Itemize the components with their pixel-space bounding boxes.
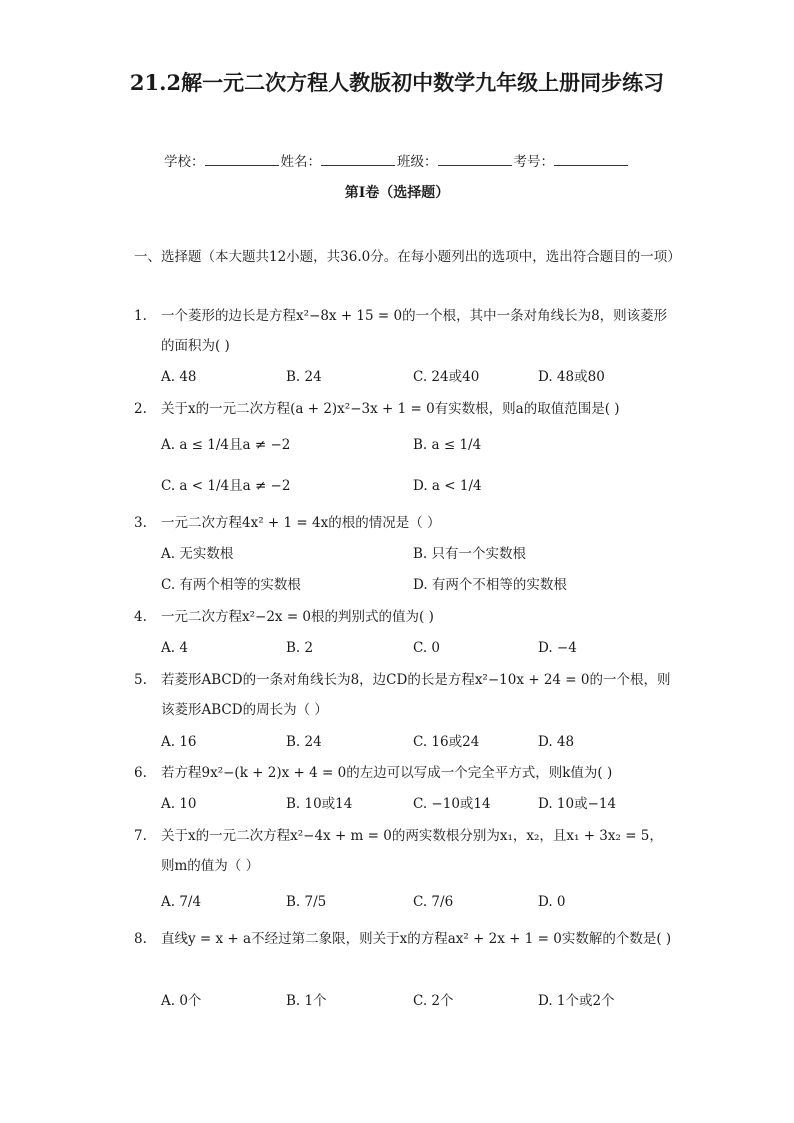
question-number: 6. <box>134 765 147 781</box>
options-q3-row1 <box>161 539 681 569</box>
name-label: 姓名： <box>280 154 321 170</box>
question-number: 8. <box>134 931 147 947</box>
option-a[interactable]: A. 48 <box>161 369 197 385</box>
question-stem: 关于x的一元二次方程(a + 2)x²−3x + 1 = 0有实数根，则a的取值范围是( ) <box>161 401 620 417</box>
number-label: 考号： <box>513 154 554 170</box>
option-a[interactable]: A. 16 <box>161 734 197 750</box>
options-q1 <box>161 362 681 392</box>
question-stem: 关于x的一元二次方程x²−4x + m = 0的两实数根分别为x₁，x₂，且x₁ + 3x₂ = 5，则m的值为（ ） <box>161 828 663 874</box>
question-stem: 若方程9x²−(k + 2)x + 4 = 0的左边可以写成一个完全平方式，则k值为( ) <box>161 765 613 781</box>
options-q7 <box>161 887 681 917</box>
option-b[interactable]: B. a ≤ 1/4 <box>413 437 482 453</box>
options-q2-row1 <box>161 430 681 460</box>
question-number: 3. <box>134 515 147 531</box>
school-blank[interactable] <box>205 153 279 166</box>
option-a[interactable]: A. 7/4 <box>161 894 202 910</box>
question-stem: 一个菱形的边长是方程x²−8x + 15 = 0的一个根，其中一条对角线长为8，则该菱形的面积为( ) <box>161 308 668 354</box>
question-1 <box>134 301 674 361</box>
question-8 <box>134 924 674 954</box>
option-b[interactable]: B. 24 <box>286 734 322 750</box>
option-a[interactable]: A. 10 <box>161 796 197 812</box>
class-blank[interactable] <box>438 153 512 166</box>
question-5 <box>134 665 674 725</box>
option-d[interactable]: D. 48或80 <box>538 369 605 385</box>
question-4 <box>134 602 674 632</box>
option-a[interactable]: A. 无实数根 <box>161 546 234 562</box>
question-number: 4. <box>134 609 147 625</box>
option-d[interactable]: D. 0 <box>538 894 566 910</box>
option-d[interactable]: D. 48 <box>538 734 575 750</box>
option-b[interactable]: B. 10或14 <box>286 796 353 812</box>
option-d[interactable]: D. 有两个不相等的实数根 <box>413 577 567 593</box>
option-d[interactable]: D. 1个或2个 <box>538 993 615 1009</box>
question-number: 5. <box>134 672 147 688</box>
option-b[interactable]: B. 7/5 <box>286 894 327 910</box>
option-c[interactable]: C. 0 <box>413 640 441 656</box>
option-a[interactable]: A. 0个 <box>161 993 202 1009</box>
name-blank[interactable] <box>321 153 395 166</box>
option-c[interactable]: C. a < 1/4且a ≠ −2 <box>161 478 291 494</box>
question-stem: 直线y = x + a不经过第二象限，则关于x的方程ax² + 2x + 1 = 0实数解的个数是( ) <box>161 931 672 947</box>
option-d[interactable]: D. 10或−14 <box>538 796 617 812</box>
option-c[interactable]: C. 24或40 <box>413 369 480 385</box>
options-q5 <box>161 727 681 757</box>
school-label: 学校： <box>164 154 205 170</box>
volume-heading: 第I卷（选择题） <box>344 185 450 201</box>
options-q8 <box>161 986 681 1016</box>
options-q3-row2 <box>161 570 681 600</box>
class-label: 班级： <box>397 154 438 170</box>
option-c[interactable]: C. 7/6 <box>413 894 454 910</box>
option-c[interactable]: C. 有两个相等的实数根 <box>161 577 301 593</box>
option-a[interactable]: A. 4 <box>161 640 188 656</box>
question-number: 1. <box>134 308 147 324</box>
option-b[interactable]: B. 24 <box>286 369 322 385</box>
question-6 <box>134 758 674 788</box>
option-a[interactable]: A. a ≤ 1/4且a ≠ −2 <box>161 437 291 453</box>
section-heading: 一、选择题（本大题共12小题，共36.0分。在每小题列出的选项中，选出符合题目的一项） <box>134 249 681 265</box>
options-q6 <box>161 789 681 819</box>
question-stem: 一元二次方程x²−2x = 0根的判别式的值为( ) <box>161 609 434 625</box>
question-3 <box>134 508 674 538</box>
option-c[interactable]: C. 16或24 <box>413 734 480 750</box>
question-number: 7. <box>134 828 147 844</box>
option-c[interactable]: C. 2个 <box>413 993 454 1009</box>
option-d[interactable]: D. a < 1/4 <box>413 478 482 494</box>
document-title: 21.2解一元二次方程人教版初中数学九年级上册同步练习 <box>129 70 665 95</box>
options-q2-row2 <box>161 471 681 501</box>
student-info-line <box>0 150 794 170</box>
option-b[interactable]: B. 只有一个实数根 <box>413 546 527 562</box>
number-blank[interactable] <box>554 153 628 166</box>
question-number: 2. <box>134 401 147 417</box>
question-7 <box>134 821 674 881</box>
option-b[interactable]: B. 1个 <box>286 993 327 1009</box>
question-stem: 若菱形ABCD的一条对角线长为8，边CD的长是方程x²−10x + 24 = 0的一个根，则该菱形ABCD的周长为（ ） <box>161 672 671 718</box>
question-2 <box>134 394 674 424</box>
option-c[interactable]: C. −10或14 <box>413 796 491 812</box>
option-d[interactable]: D. −4 <box>538 640 577 656</box>
options-q4 <box>161 633 681 663</box>
question-stem: 一元二次方程4x² + 1 = 4x的根的情况是（ ） <box>161 515 441 531</box>
option-b[interactable]: B. 2 <box>286 640 314 656</box>
